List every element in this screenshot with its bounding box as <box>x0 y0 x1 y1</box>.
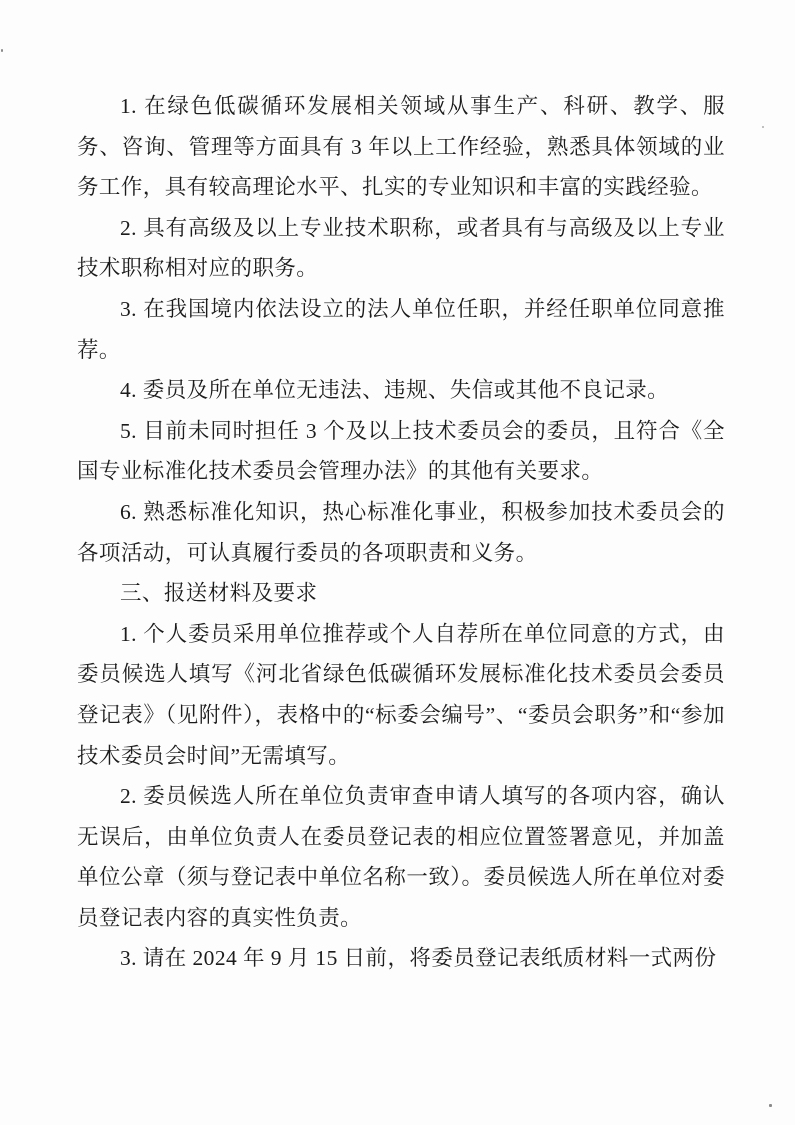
numbered-item-2-unit-review-and-seal: 2. 委员候选人所在单位负责审查申请人填写的各项内容，确认无误后，由单位负责人在委员登记表的相应位置签署意见，并加盖单位公章（须与登记表中单位名称一致）。委员候选人所在单位对委员登记表内容的真实性负责。 <box>77 784 725 930</box>
numbered-item-3-submission-deadline: 3. 请在 2024 年 9 月 15 日前，将委员登记表纸质材料一式两份 <box>120 946 717 971</box>
numbered-item-5-committee-limit: 5. 目前未同时担任 3 个及以上技术委员会的委员，且符合《全国专业标准化技术委员会管理办法》的其他有关要求。 <box>77 418 725 484</box>
numbered-item-6-standardization-knowledge: 6. 熟悉标准化知识，热心标准化事业，积极参加技术委员会的各项活动，可认真履行委员的各项职责和义务。 <box>77 499 725 565</box>
section-heading-materials-and-requirements: 三、报送材料及要求 <box>120 581 318 606</box>
numbered-item-1-registration-form: 1. 个人委员采用单位推荐或个人自荐所在单位同意的方式，由委员候选人填写《河北省绿色低碳循环发展标准化技术委员会委员登记表》（见附件），表格中的“标委会编号”、“委员会职务”和“参加技术委员会时间”无需填写。 <box>77 621 725 768</box>
numbered-item-1-membership-conditions: 1. 在绿色低碳循环发展相关领域从事生产、科研、教学、服务、咨询、管理等方面具有 3 年以上工作经验，熟悉具体领域的业务工作，具有较高理论水平、扎实的专业知识和丰富的实践经验。 <box>77 94 725 200</box>
document-body <box>77 86 725 979</box>
numbered-item-4-no-bad-records: 4. 委员及所在单位无违法、违规、失信或其他不良记录。 <box>120 378 670 403</box>
scan-speck <box>769 1104 772 1107</box>
scan-speck <box>1 49 3 52</box>
numbered-item-3-legal-entity-employment: 3. 在我国境内依法设立的法人单位任职，并经任职单位同意推荐。 <box>77 296 725 362</box>
scan-speck <box>762 126 764 128</box>
numbered-item-2-professional-title: 2. 具有高级及以上专业技术职称，或者具有与高级及以上专业技术职称相对应的职务。 <box>77 215 725 281</box>
